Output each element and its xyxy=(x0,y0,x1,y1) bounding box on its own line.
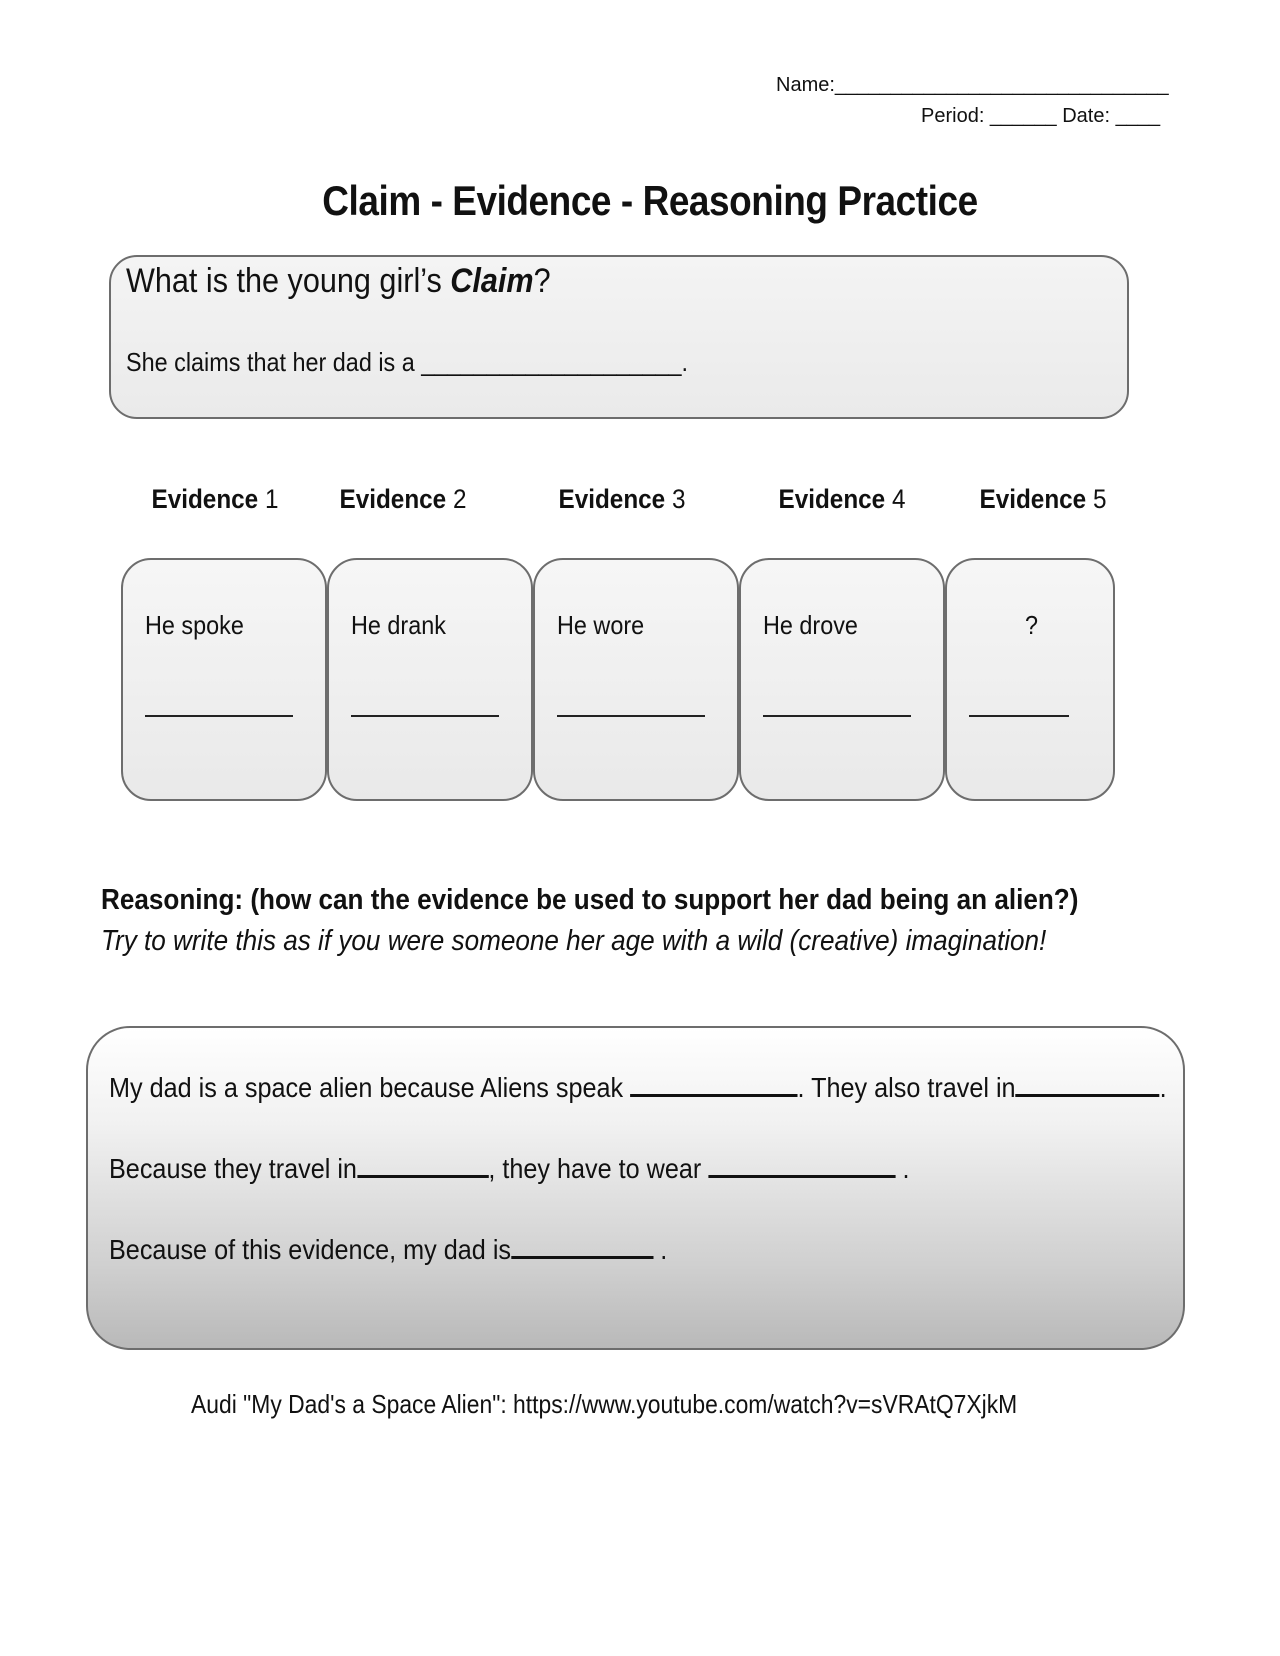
reasoning-line-1 xyxy=(109,1070,1167,1104)
evidence-box-4 xyxy=(739,558,945,801)
evidence-text: ? xyxy=(1025,610,1039,640)
evidence-header-3 xyxy=(546,484,699,515)
answer-blank[interactable] xyxy=(351,715,499,717)
answer-blank[interactable] xyxy=(630,1070,797,1097)
reasoning-text: . They also travel in xyxy=(797,1072,1016,1103)
evidence-text: He drank xyxy=(351,610,446,640)
evidence-header-label: Evidence xyxy=(151,484,259,514)
reasoning-text: . xyxy=(895,1153,910,1184)
period-date-field-label: Period: ______ Date: ____ xyxy=(921,105,1161,127)
reasoning-line-3 xyxy=(109,1232,667,1266)
reasoning-text: . xyxy=(1159,1072,1167,1103)
reasoning-text: . xyxy=(653,1234,668,1265)
evidence-header-2 xyxy=(327,484,480,515)
evidence-header-label: Evidence xyxy=(778,484,886,514)
answer-blank[interactable] xyxy=(969,715,1069,717)
reasoning-text: Because of this evidence, my dad is xyxy=(109,1234,512,1265)
reasoning-heading: Reasoning: (how can the evidence be used to support her dad being an alien?) xyxy=(101,884,1079,916)
claim-question-emphasis: Claim xyxy=(450,262,534,300)
evidence-box-1 xyxy=(121,558,327,801)
reasoning-text: , they have to wear xyxy=(488,1153,709,1184)
reasoning-text: My dad is a space alien because Aliens speak xyxy=(109,1072,631,1103)
answer-blank[interactable] xyxy=(1016,1070,1160,1097)
claim-statement: She claims that her dad is a ____________________. xyxy=(126,347,689,377)
evidence-header-number: 2 xyxy=(452,484,467,514)
answer-blank[interactable] xyxy=(511,1232,653,1259)
name-field-label: Name:______________________________ xyxy=(776,74,1169,96)
answer-blank[interactable] xyxy=(357,1151,488,1178)
answer-blank[interactable] xyxy=(708,1151,895,1178)
claim-question xyxy=(126,262,551,301)
answer-blank[interactable] xyxy=(763,715,911,717)
page-title: Claim - Evidence - Reasoning Practice xyxy=(322,177,978,224)
evidence-header-4 xyxy=(766,484,919,515)
evidence-header-number: 5 xyxy=(1092,484,1107,514)
answer-blank[interactable] xyxy=(557,715,705,717)
evidence-text: He drove xyxy=(763,610,858,640)
claim-question-suffix: ? xyxy=(533,262,551,300)
evidence-header-label: Evidence xyxy=(558,484,666,514)
evidence-header-label: Evidence xyxy=(339,484,447,514)
evidence-header-5 xyxy=(967,484,1120,515)
claim-question-prefix: What is the young girl’s xyxy=(126,262,451,300)
evidence-header-1 xyxy=(139,484,292,515)
evidence-text: He wore xyxy=(557,610,645,640)
evidence-header-label: Evidence xyxy=(979,484,1087,514)
evidence-header-number: 3 xyxy=(671,484,686,514)
evidence-box-5 xyxy=(945,558,1115,801)
evidence-text: He spoke xyxy=(145,610,244,640)
reasoning-text: Because they travel in xyxy=(109,1153,357,1184)
reasoning-line-2 xyxy=(109,1151,909,1185)
evidence-header-number: 4 xyxy=(891,484,906,514)
evidence-box-2 xyxy=(327,558,533,801)
reasoning-subheading: Try to write this as if you were someone her age with a wild (creative) imagination! xyxy=(101,925,1047,957)
evidence-box-3 xyxy=(533,558,739,801)
source-footer: Audi "My Dad's a Space Alien": https://www.youtube.com/watch?v=sVRAtQ7XjkM xyxy=(191,1389,1018,1419)
answer-blank[interactable] xyxy=(145,715,293,717)
evidence-header-number: 1 xyxy=(264,484,279,514)
